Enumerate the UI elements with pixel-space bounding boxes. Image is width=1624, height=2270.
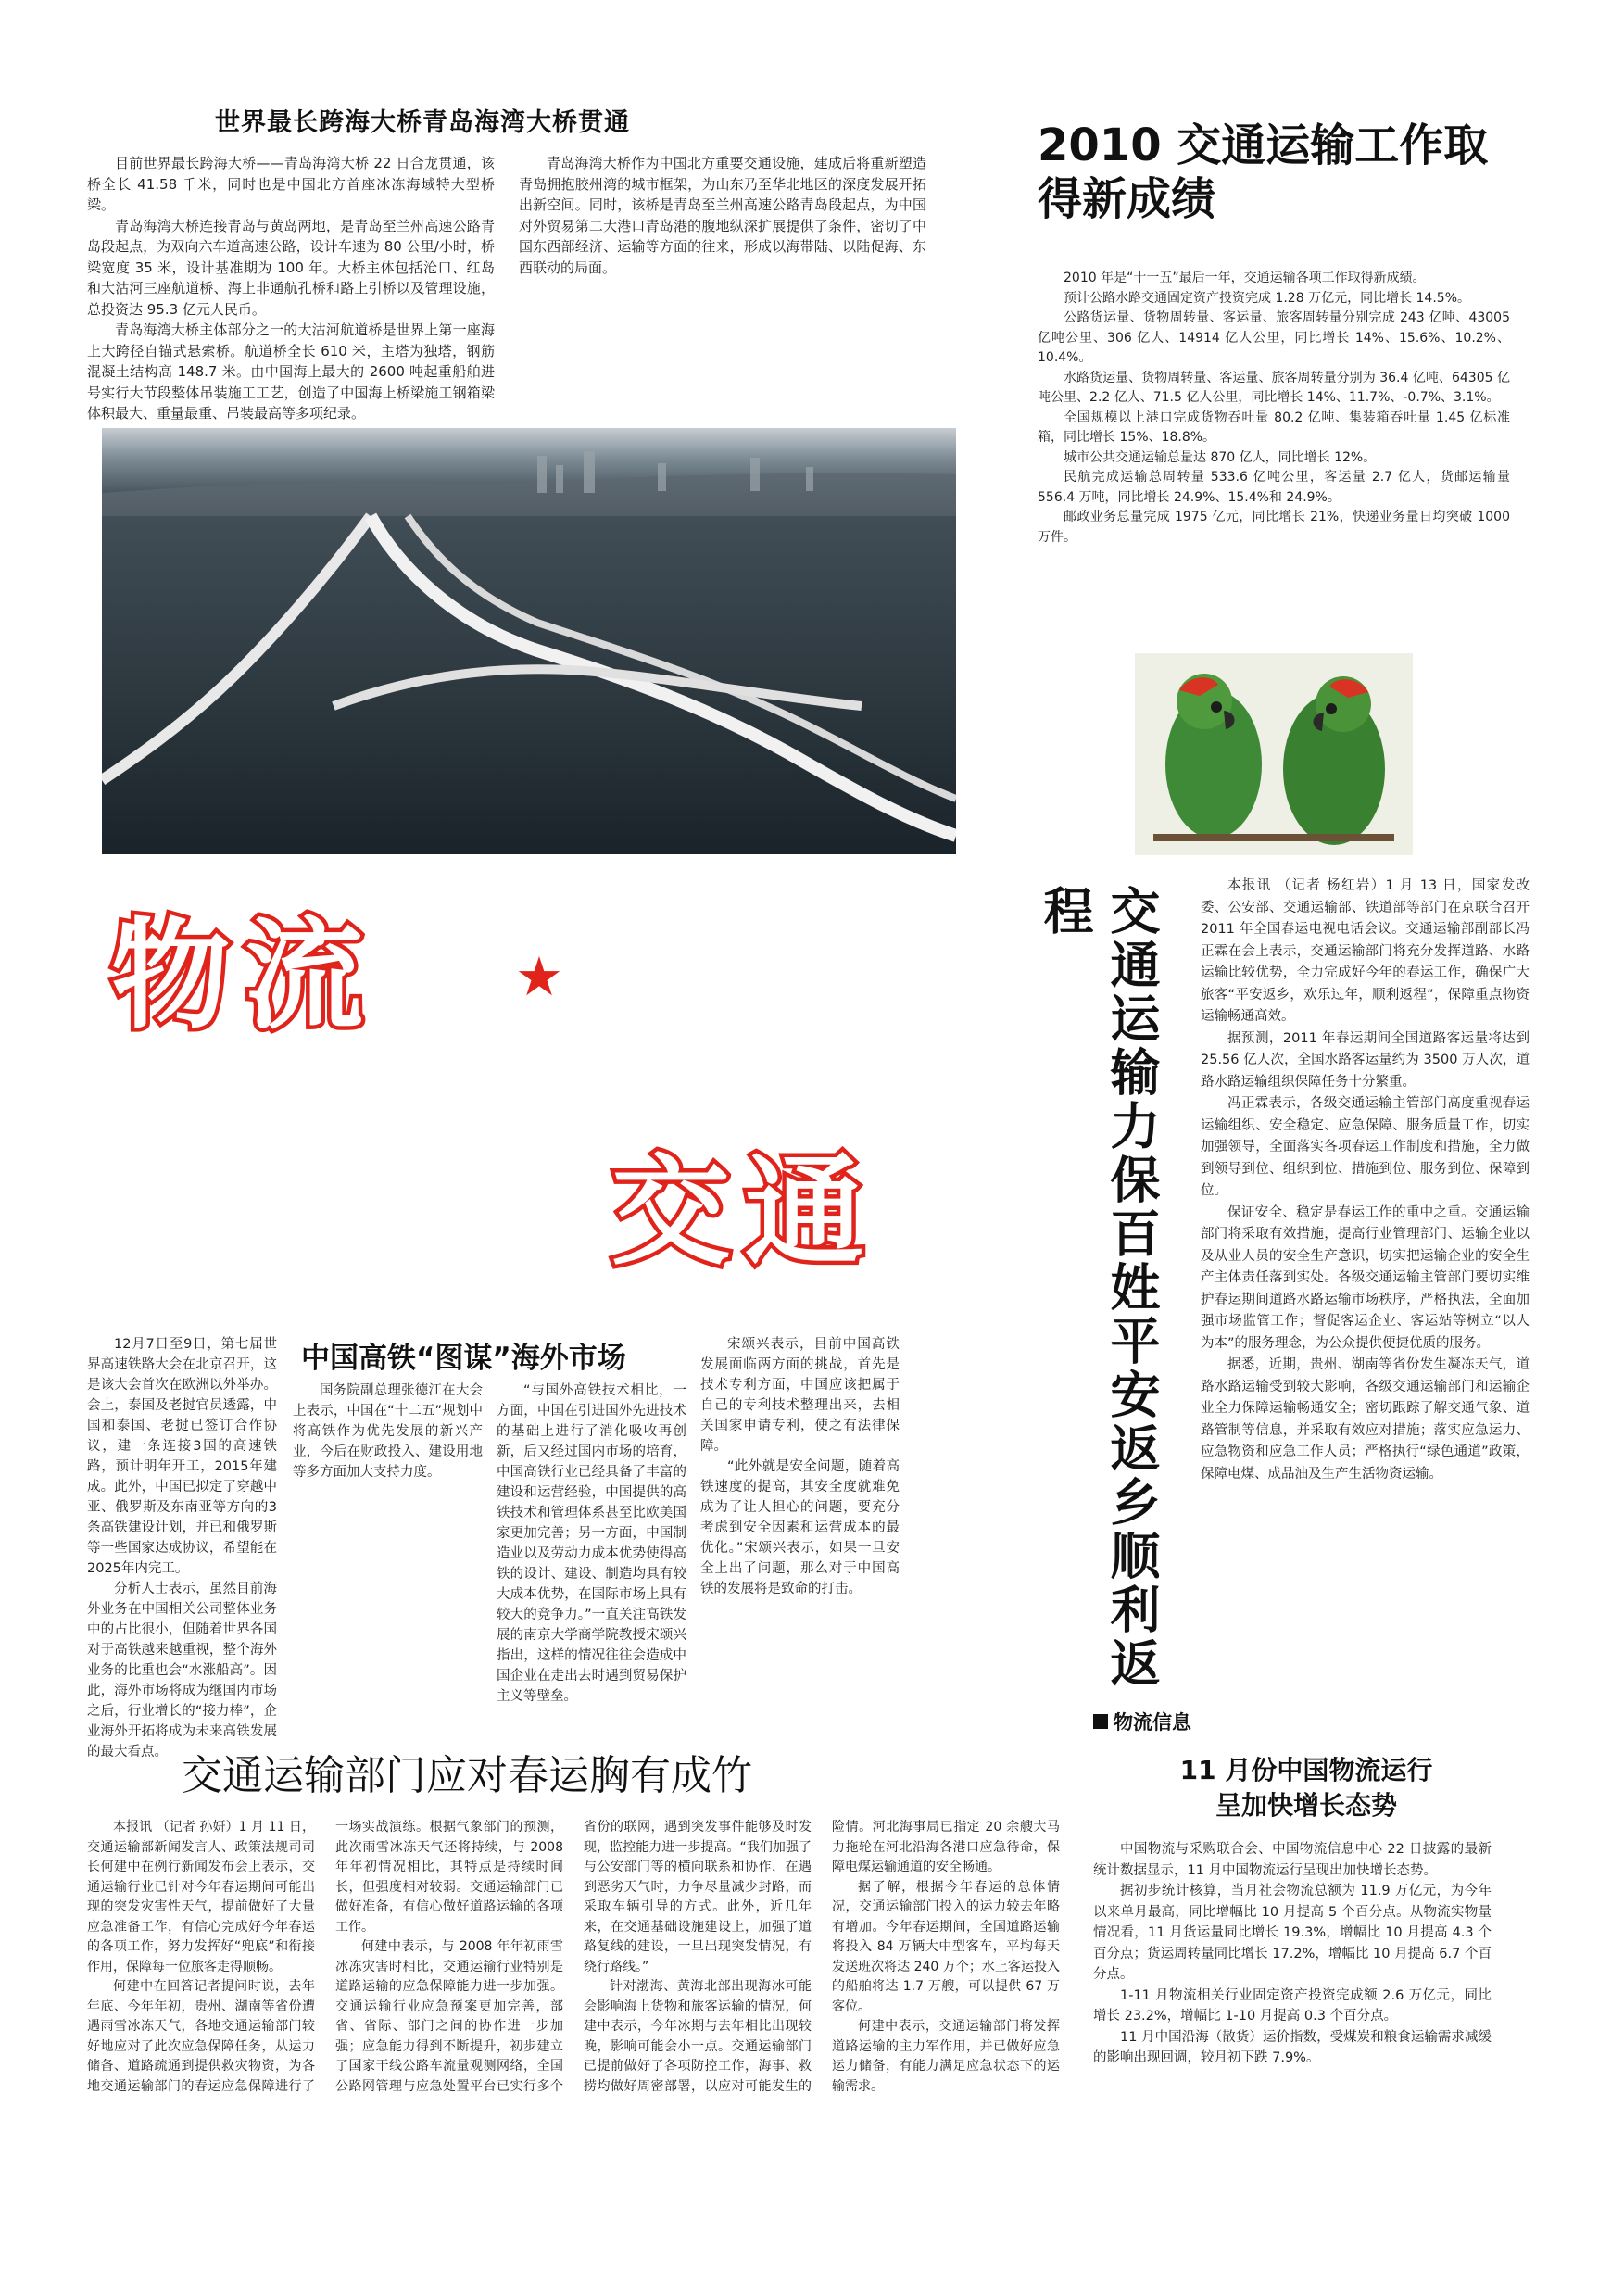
rail-paragraph: 12月7日至9日，第七届世界高速铁路大会在北京召开，这是该大会首次在欧洲以外举办。会上，泰国及老挝官员透露，中国和泰国、老挝已签订合作协议，建一条连接3国的高速铁路，预计明年开工，2015年建成。此外，中国已拟定了穿越中亚、俄罗斯及东南亚等方向的3条高铁建设计划，并已和俄罗斯等一些国家达成协议，希望能在2025年内完工。 (87, 1337, 277, 1576)
logistics-paragraph: 1-11 月物流相关行业固定资产投资完成额 2.6 万亿元，同比增长 23.2%，增幅比 1-10 月提高 0.3 个百分点。 (1093, 1987, 1492, 2024)
parrots-image (1135, 653, 1413, 855)
bridge-paragraph: 青岛海湾大桥作为中国北方重要交通设施，建成后将重新塑造青岛拥抱胶州湾的城市框架，为山东乃至华北地区的深度发展开拓出新空间。同时，该桥是青岛至兰州高速公路青岛段起点，为中国对外贸易第二大港口青岛港的腹地纵深扩展提供了条件，密切了中国东西部经济、运输等方面的往来，形成以海带陆、以陆促海、东西联动的局面。 (519, 155, 926, 276)
logistics-paragraph: 11 月中国沿海（散货）运价指数，受煤炭和粮食运输需求减缓的影响出现回调，较月初下跌 7.9%。 (1093, 2029, 1492, 2065)
rail-body-col4 (700, 1334, 900, 1599)
logistics-title-line1: 11 月份中国物流运行 (1179, 1755, 1433, 1785)
ready-paragraph: 据了解，根据今年春运的总体情况，交通运输部门投入的运力较去年略有增加。今年春运期间，全国道路运输将投入 84 万辆大中型客车，平均每天发送班次将达 240 万个；水上客运投入的船舶将达 1.7 万艘，可以提供 67 万客位。 (832, 1879, 1060, 2014)
bridge-body-col2 (519, 153, 926, 278)
rail-paragraph: 宋颂兴表示，目前中国高铁发展面临两方面的挑战，首先是技术专利方面，中国应该把属于自己的专利技术整理出来，去相关国家申请专利，使之有法律保障。 (700, 1337, 900, 1454)
achievements-paragraph: 2010 年是“十一五”最后一年，交通运输各项工作取得新成绩。 (1064, 271, 1426, 285)
bridge-paragraph: 青岛海湾大桥主体部分之一的大沽河航道桥是世界上第一座海上大跨径自锚式悬索桥。航道桥全长 610 米，主塔为独塔，钢筋混凝土结构高 148.7 米。由中国海上最大的 2600 吨起重船舶进号实行大节段整体吊装施工工艺，创造了中国海上桥梁施工钢箱梁体积最大、重量最重、吊装最高等多项纪录。 (87, 322, 495, 422)
bridge-paragraph: 青岛海湾大桥连接青岛与黄岛两地，是青岛至兰州高速公路青岛段起点，为双向六车道高速公路，设计车速为 80 公里/小时，桥梁宽度 35 米，设计基准期为 100 年。大桥主体包括沧口、红岛和大沽河三座航道桥、海上非通航孔桥和路上引桥以及管理设施，总投资达 95.3 亿元人民币。 (87, 217, 495, 318)
achievements-body (1038, 269, 1510, 548)
logistics-title-line2: 呈加快增长态势 (1215, 1790, 1397, 1821)
logistics-paragraph: 据初步统计核算，当月社会物流总额为 11.9 万亿元，为今年以来单月最高，同比增幅比 10 月提高 5 个百分点。从物流实物量情况看，11 月货运量同比增长 19.3%，增幅比 10 月提高 4.3 个百分点；货运周转量同比增长 17.2%，增幅比 10 月提高 6.7 个百分点。 (1093, 1884, 1492, 1982)
ready-title: 交通运输部门应对春运胸有成竹 (182, 1752, 752, 1799)
rail-title: 中国高铁“图谋”海外市场 (301, 1342, 626, 1375)
spring-paragraph: 据预测，2011 年春运期间全国道路客运量将达到 25.56 亿人次，全国水路客运量约为 3500 万人次，道路水路运输组织保障任务十分繁重。 (1201, 1030, 1530, 1090)
logistics-paragraph: 中国物流与采购联合会、中国物流信息中心 22 日披露的最新统计数据显示，11 月中国物流运行呈现出加快增长态势。 (1093, 1842, 1492, 1878)
ready-paragraph: 本报讯 （记者 孙妍）1 月 11 日，交通运输部新闻发言人、政策法规司司长何建中在例行新闻发布会上表示，交通运输行业已针对今年春运期间可能出现的突发灾害性天气，提前做好了大量应急准备工作，有信心完成好今年春运的各项工作，努力发挥好“兜底”和衔接作用，保障每一位旅客走得顺畅。 (87, 1820, 315, 1974)
achievements-paragraph: 预计公路水路交通固定资产投资完成 1.28 万亿元，同比增长 14.5%。 (1064, 290, 1470, 306)
spring-body (1201, 876, 1530, 1485)
achievements-paragraph: 民航完成运输总周转量 533.6 亿吨公里，客运量 2.7 亿人，货邮运输量 556.4 万吨，同比增长 24.9%、15.4%和 24.9%。 (1038, 470, 1510, 505)
ready-paragraph: 何建中在回答记者提问时说，去年年底、今年年初，贵州、湖南等省份遭遇雨雪冰冻天气，各地交通运输部门较好地应对了此次应急保障任务，从运力储备、道路疏通到提供救灾物资，为各地交通运输部门的春运应急保障进行了一场实战演练。根据气象部门的预测，此次雨雪冰冻天气还将持续，与 2008 年年初情况相比，其特点是持续时间长，但强度相对较弱。交通运输部门已做好准备，有信心做好道路运输的各项工作。 (87, 1820, 563, 2094)
logistics-body (1093, 1839, 1492, 2069)
achievements-paragraph: 城市公共交通运输总量达 870 亿人，同比增长 12%。 (1064, 449, 1377, 465)
spring-paragraph: 保证安全、稳定是春运工作的重中之重。交通运输部门将采取有效措施，提高行业管理部门、运输企业以及从业人员的安全生产意识，切实把运输企业的安全生产主体责任落到实处。各级交通运输主管部门要切实维护春运期间道路水路运输市场秩序，严格执法，全面加强市场监管工作；督促客运企业、客运站等树立“以人为本”的服务理念，为公众提供便捷优质的服务。 (1201, 1204, 1530, 1351)
achievements-paragraph: 水路货运量、货物周转量、客运量、旅客周转量分别为 36.4 亿吨、64305 亿吨公里、2.2 亿人、71.5 亿人公里，同比增长 14%、11.7%、-0.7%、3.1%。 (1038, 370, 1510, 405)
rail-paragraph: “此外就是安全问题，随着高铁速度的提高，其安全度就难免成为了让人担心的问题，要充分考虑到安全因素和运营成本的最优化。”宋颂兴表示，如果一旦安全上出了问题，那么对于中国高铁的发展将是致命的打击。 (700, 1459, 900, 1596)
bridge-title: 世界最长跨海大桥青岛海湾大桥贯通 (215, 108, 630, 137)
achievements-paragraph: 全国规模以上港口完成货物吞吐量 80.2 亿吨、集装箱吞吐量 1.45 亿标准箱，同比增长 15%、18.8%。 (1038, 410, 1510, 445)
logistics-section-label-text: 物流信息 (1114, 1711, 1191, 1734)
rail-paragraph: 分析人士表示，虽然目前海外业务在中国相关公司整体业务中的占比很小，但随着世界各国对于高铁越来越重视，整个海外业务的比重也会“水涨船高”。因此，海外市场将成为继国内市场之后，行业增长的“接力棒”，企业海外开拓将成为未来高铁发展的最大看点。 (87, 1582, 277, 1759)
banner-word-transport: 交通 (611, 1143, 879, 1281)
bridge-photo (102, 428, 956, 854)
ready-paragraph: 针对渤海、黄海北部出现海冰可能会影响海上货物和旅客运输的情况，何建中表示，今年冰期与去年相比出现较晚，影响可能会小一点。交通运输部门已提前做好了各项防控工作，海事、救捞均做好周密部署，以应对可能发生的险情。河北海事局已指定 20 余艘大马力拖轮在河北沿海各港口应急待命，保障电煤运输通道的安全畅通。 (584, 1820, 1060, 2094)
spring-paragraph: 冯正霖表示，各级交通运输主管部门高度重视春运运输组织、安全稳定、应急保障、服务质量工作，切实加强领导，全面落实各项春运工作制度和措施，全力做到领导到位、组织到位、措施到位、服务到位、保障到位。 (1201, 1096, 1530, 1198)
ready-paragraph: 何建中表示，与 2008 年年初雨雪冰冻灾害时相比，交通运输行业特别是道路运输的应急保障能力进一步加强。交通运输行业应急预案更加完善，部省、省际、部门之间的协作进一步加强；应急能力得到不断提升，初步建立了国家干线公路车流量观测网络，全国公路网管理与应急处置平台已实行多个省份的联网，遇到突发事件能够及时发现，监控能力进一步提高。“我们加强了与公安部门等的横向联系和协作，在遇到恶劣天气时，力争尽量减少封路，而采取车辆引导的方式。此外，近几年来，在交通基础设施建设上，加强了道路复线的建设，一旦出现突发情况，有绕行路线。” (335, 1820, 812, 2094)
achievements-title (1038, 119, 1501, 226)
rail-body-col1 (87, 1334, 277, 1762)
banner-star-icon: ★ (515, 945, 563, 1008)
rail-paragraph: “与国外高铁技术相比，一方面，中国在引进国外先进技术的基础上进行了消化吸收再创新，后又经过国内市场的培育，中国高铁行业已经具备了丰富的建设和运营经验，中国提供的高铁技术和管理体系甚至比欧美国家更加完善；另一方面，中国制造业以及劳动力成本优势使得高铁的设计、建设、制造均具有较大成本优势，在国际市场上具有较大的竞争力。”一直关注高铁发展的南京大学商学院教授宋颂兴指出，这样的情况往往会造成中国企业在走出去时遇到贸易保护主义等壁垒。 (497, 1383, 686, 1704)
achievements-paragraph: 公路货运量、货物周转量、客运量、旅客周转量分别完成 243 亿吨、43005 亿吨公里、306 亿人、14914 亿人公里，同比增长 14%、15.6%、10.2%、10.4%。 (1038, 310, 1510, 365)
bridge-paragraph: 目前世界最长跨海大桥——青岛海湾大桥 22 日合龙贯通，该桥全长 41.58 千米，同时也是中国北方首座冰冻海域特大型桥梁。 (87, 155, 495, 213)
rail-body-col3 (497, 1381, 686, 1707)
rail-body-col2 (293, 1381, 483, 1482)
spring-vertical-title: 交通运输力保百姓平安返乡顺利返程 (1036, 885, 1161, 1691)
ready-paragraph: 何建中表示，交通运输部门将发挥道路运输的主力军作用，并已做好应急运力储备，有能力满足应急状态下的运输需求。 (832, 2019, 1060, 2094)
section-square-icon (1093, 1714, 1108, 1729)
spring-paragraph: 据悉，近期，贵州、湖南等省份发生凝冻天气，道路水路运输受到较大影响，各级交通运输部门和运输企业全力保障运输畅通安全；密切跟踪了解交通气象、道路管制等信息，并采取有效应对措施；落实应急运力、应急物资和应急工作人员；严格执行“绿色通道”政策，保障电煤、成品油及生产生活物资运输。 (1201, 1357, 1530, 1482)
achievements-paragraph: 邮政业务总量完成 1975 亿元，同比增长 21%，快递业务量日均突破 1000 万件。 (1038, 510, 1510, 545)
logistics-section-label (1093, 1708, 1191, 1735)
parrots-photo (1135, 653, 1413, 855)
ready-body (87, 1818, 1060, 2244)
bridge-photo-image (102, 428, 956, 854)
banner-word-logistics: 物流 (111, 907, 379, 1045)
logistics-title (1093, 1753, 1519, 1823)
rail-paragraph: 国务院副总理张德江在大会上表示，中国在“十二五”规划中将高铁作为优先发展的新兴产业，今后在财政投入、建设用地等多方面加大支持力度。 (293, 1383, 483, 1480)
achievements-title-text: 2010 交通运输工作取得新成绩 (1038, 120, 1489, 225)
bridge-body-col1 (87, 153, 495, 424)
spring-paragraph: 本报讯 （记者 杨红岩）1 月 13 日，国家发改委、公安部、交通运输部、铁道部等部门在京联合召开 2011 年全国春运电视电话会议。交通运输部副部长冯正霖在会上表示，交通运输部门将充分发挥道路、水路运输比较优势，全力完成好今年的春运工作，确保广大旅客“平安返乡，欢乐过年，顺利返程”，保障重点物资运输畅通高效。 (1201, 878, 1530, 1024)
